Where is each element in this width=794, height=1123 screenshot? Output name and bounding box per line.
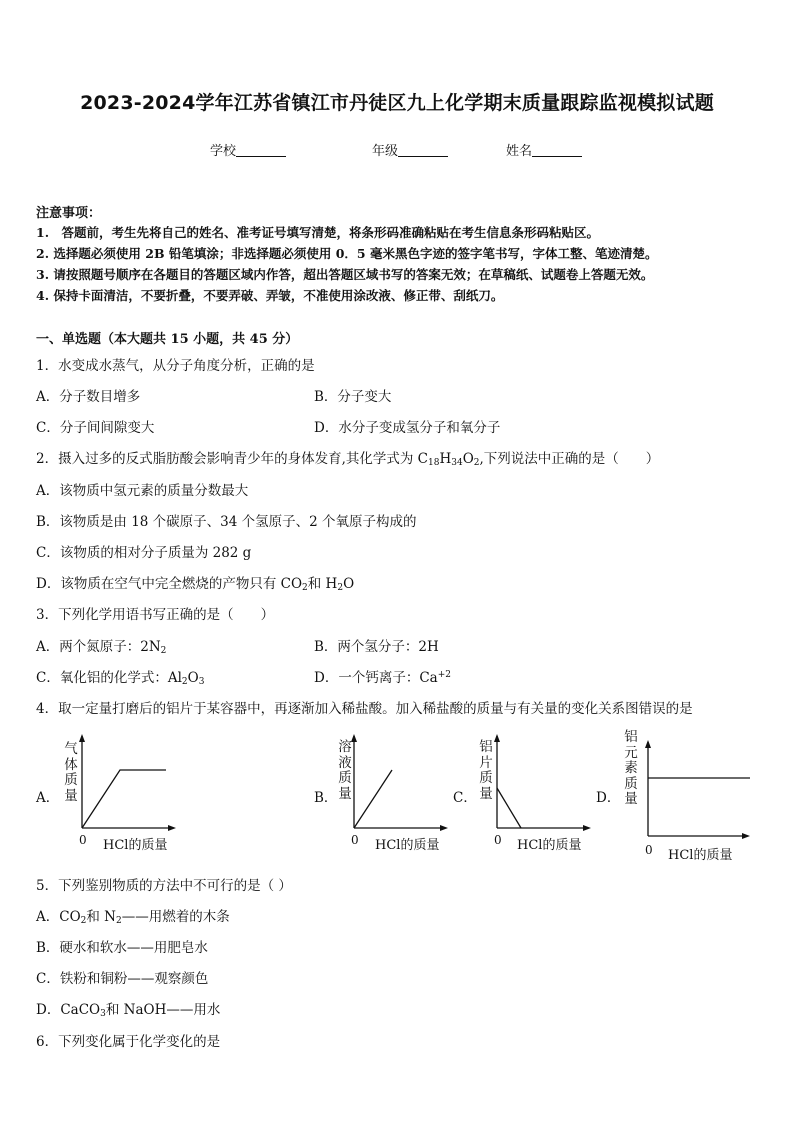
graph-c-plot[interactable] xyxy=(493,734,593,834)
graph-c-xlabel: HCl的质量 xyxy=(517,838,582,853)
graph-b-origin: 0 xyxy=(351,833,359,847)
q3-stem: 3．下列化学用语书写正确的是（ ） xyxy=(36,607,275,623)
section-heading: 一、单选题（本大题共 15 小题，共 45 分） xyxy=(36,332,299,347)
graph-d-x-arrow xyxy=(742,833,750,839)
graph-c-y-arrow xyxy=(494,734,500,742)
q4-option-a[interactable]: A． xyxy=(36,790,60,806)
q1-option-d[interactable]: D．水分子变成氢分子和氧分子 xyxy=(314,420,501,436)
grade-label: 年级 xyxy=(372,144,399,159)
note-item: 1. 答题前，考生先将自己的姓名、准考证号填写清楚，将条形码准确粘贴在考生信息条形码粘贴区。 xyxy=(36,225,600,240)
grade-blank[interactable] xyxy=(398,142,448,157)
school-field[interactable] xyxy=(210,140,286,159)
q3-option-d[interactable]: D．一个钙离子：$Ca^{+2}$ xyxy=(314,670,451,686)
q1-option-a[interactable]: A．分子数目增多 xyxy=(36,389,141,405)
graph-a-curve xyxy=(82,770,166,828)
graph-a-plot[interactable] xyxy=(78,734,178,834)
graph-c-x-arrow xyxy=(583,825,591,831)
q3-option-a[interactable]: A．两个氮原子：$2N_2$ xyxy=(36,639,167,656)
graph-a-xlabel: HCl的质量 xyxy=(103,838,168,853)
q4-stem: 4．取一定量打磨后的铝片于某容器中，再逐渐加入稀盐酸。加入稀盐酸的质量与有关量的变化关系图错误的是 xyxy=(36,701,693,717)
q2-stem: 2．摄入过多的反式脂肪酸会影响青少年的身体发育,其化学式为 $C_{18}H_{34}O_2$,下列说法中正确的是（ ） xyxy=(36,451,660,468)
graph-b-plot[interactable] xyxy=(350,734,450,834)
graph-a-origin: 0 xyxy=(79,833,87,847)
q4-option-b[interactable]: B． xyxy=(314,790,338,806)
q5-option-d[interactable]: D．CaCO$_3$和 NaOH——用水 xyxy=(36,1002,221,1019)
q1-option-c[interactable]: C．分子间间隙变大 xyxy=(36,420,155,436)
graph-c-origin: 0 xyxy=(494,833,502,847)
q2-option-d[interactable]: D．该物质在空气中完全燃烧的产物只有 $CO_2$和 $H_2O$ xyxy=(36,576,355,593)
graph-b-xlabel: HCl的质量 xyxy=(375,838,440,853)
graph-b-x-arrow xyxy=(440,825,448,831)
graph-d-ylabel: 铝元素质量 xyxy=(624,729,638,807)
q2-option-c[interactable]: C．该物质的相对分子质量为 282 g xyxy=(36,545,252,561)
graph-d-origin: 0 xyxy=(645,843,653,857)
graph-a-x-arrow xyxy=(168,825,176,831)
q6-stem: 6．下列变化属于化学变化的是 xyxy=(36,1034,221,1050)
graph-c-curve xyxy=(497,788,521,828)
q3-option-c[interactable]: C．氧化铝的化学式：$Al_2O_3$ xyxy=(36,670,205,687)
q1-option-b[interactable]: B．分子变大 xyxy=(314,389,392,405)
note-item: 2. 选择题必须使用 2B 铅笔填涂；非选择题必须使用 0．5 毫米黑色字迹的签字笔书写，字体工整、笔迹清楚。 xyxy=(36,246,658,261)
q5-stem: 5．下列鉴别物质的方法中不可行的是（ ） xyxy=(36,878,292,894)
name-blank[interactable] xyxy=(532,142,582,157)
q5-option-a[interactable]: A．$CO_2$和 $N_2——$用燃着的木条 xyxy=(36,909,230,926)
page-title: 2023-2024学年江苏省镇江市丹徒区九上化学期末质量跟踪监视模拟试题 xyxy=(80,92,714,114)
graph-a-ylabel: 气体质量 xyxy=(64,741,78,804)
school-blank[interactable] xyxy=(236,142,286,157)
school-label: 学校 xyxy=(210,144,237,159)
q3-option-b[interactable]: B．两个氢分子：2H xyxy=(314,639,439,655)
q2-option-a[interactable]: A．该物质中氢元素的质量分数最大 xyxy=(36,483,249,499)
q5-option-b[interactable]: B．硬水和软水——用肥皂水 xyxy=(36,940,208,956)
graph-c-ylabel: 铝片质量 xyxy=(479,739,493,802)
graph-b-y-arrow xyxy=(351,734,357,742)
grade-field[interactable] xyxy=(372,140,448,159)
graph-a-y-arrow xyxy=(79,734,85,742)
q1-stem: 1．水变成水蒸气，从分子角度分析，正确的是 xyxy=(36,358,315,374)
q2-option-b[interactable]: B．该物质是由 18 个碳原子、34 个氢原子、2 个氧原子构成的 xyxy=(36,514,417,530)
graph-d-y-arrow xyxy=(645,740,651,748)
q4-option-c[interactable]: C． xyxy=(453,790,477,806)
q5-option-c[interactable]: C．铁粉和铜粉——观察颜色 xyxy=(36,971,209,987)
graph-b-ylabel: 溶液质量 xyxy=(338,739,352,802)
graph-b-curve xyxy=(354,770,392,828)
note-item: 4. 保持卡面清洁，不要折叠，不要弄破、弄皱，不准使用涂改液、修正带、刮纸刀。 xyxy=(36,288,504,303)
name-field[interactable] xyxy=(506,140,582,159)
q4-option-d[interactable]: D． xyxy=(596,790,621,806)
notes-heading: 注意事项： xyxy=(36,206,102,221)
graph-d-xlabel: HCl的质量 xyxy=(668,848,733,863)
graph-d-plot[interactable] xyxy=(644,740,754,840)
name-label: 姓名 xyxy=(506,144,533,159)
note-item: 3. 请按照题号顺序在各题目的答题区域内作答，超出答题区域书写的答案无效；在草稿纸、试题卷上答题无效。 xyxy=(36,267,654,282)
